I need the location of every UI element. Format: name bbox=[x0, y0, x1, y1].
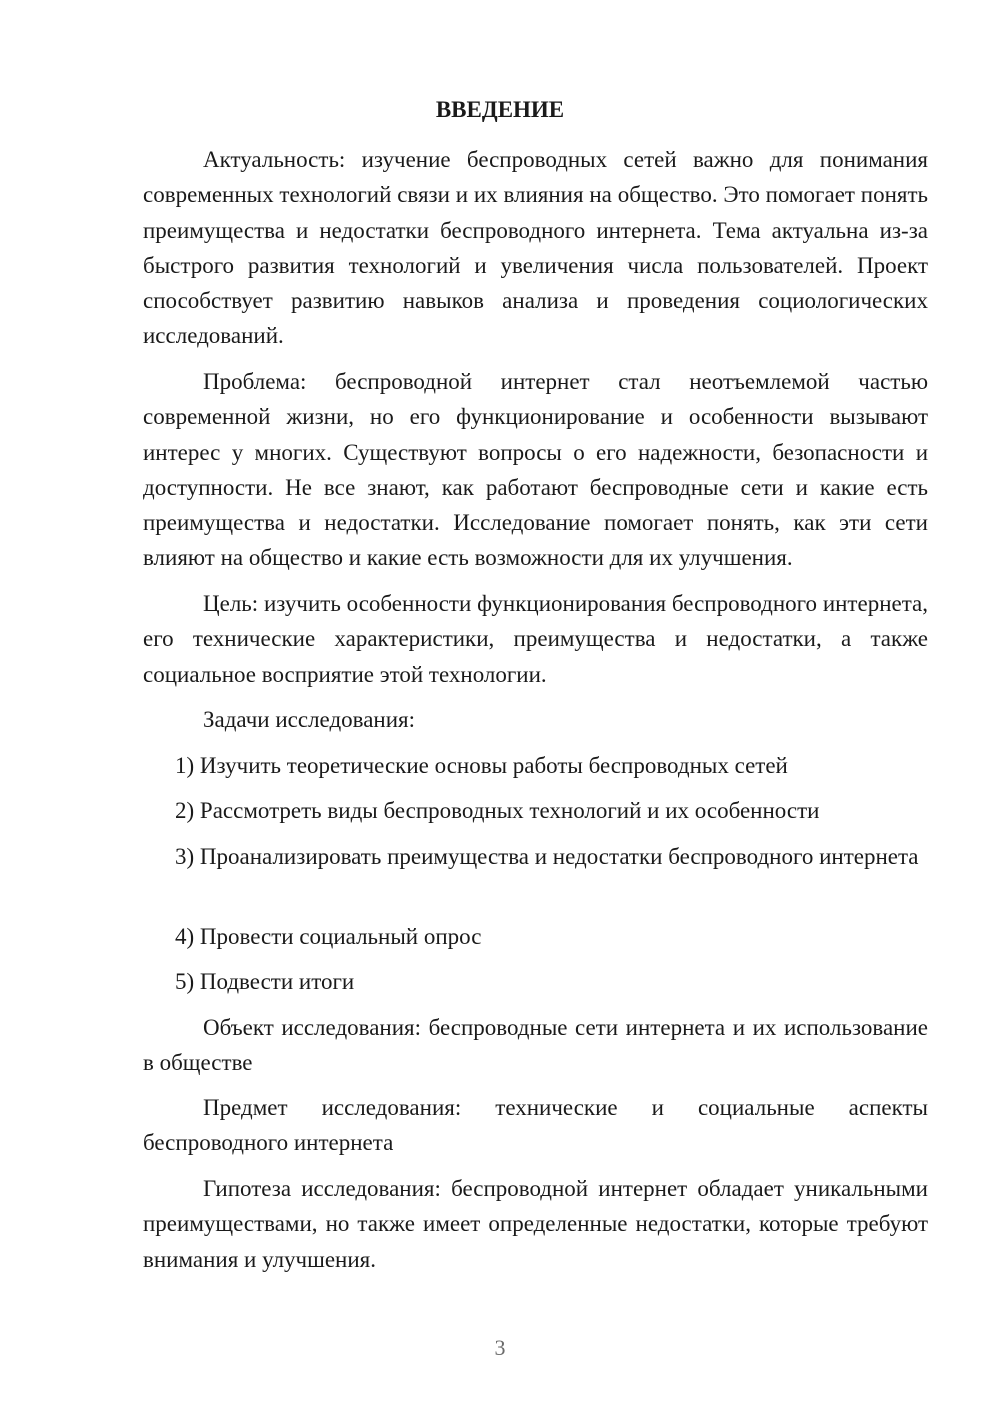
task-item-4: 4) Провести социальный опрос bbox=[175, 924, 482, 949]
paragraph-subject: Предмет исследования: технические и социальные аспекты беспроводного интернета bbox=[143, 1095, 928, 1156]
paragraph-object: Объект исследования: беспроводные сети интернета и их использование в обществе bbox=[143, 1015, 928, 1076]
paragraph-goal: Цель: изучить особенности функционирования беспроводного интернета, его технические характеристики, преимущества и недостатки, а также социальное восприятие этой технологии. bbox=[143, 591, 928, 687]
paragraph-relevance: Актуальность: изучение беспроводных сетей важно для понимания современных технологий связи и их влияния на общество. Это помогает понять преимущества и недостатки беспроводного интернета. Тема актуальна из-за быстрого развития технологий и увеличения числа пользователей. Проект способствует развитию навыков анализа и проведения социологических исследований. bbox=[143, 147, 928, 349]
task-item-3: 3) Проанализировать преимущества и недостатки беспроводного интернета bbox=[175, 844, 919, 869]
task-item-2: 2) Рассмотреть виды беспроводных технологий и их особенности bbox=[175, 798, 820, 823]
task-item-1: 1) Изучить теоретические основы работы беспроводных сетей bbox=[175, 753, 788, 778]
paragraph-problem: Проблема: беспроводной интернет стал неотъемлемой частью современной жизни, но его функционирование и особенности вызывают интерес у многих. Существуют вопросы о его надежности, безопасности и доступности. Не все знают, как работают беспроводные сети и какие есть преимущества и недостатки. Исследование помогает понять, как эти сети влияют на общество и какие есть возможности для их улучшения. bbox=[143, 369, 928, 571]
task-item-5: 5) Подвести итоги bbox=[175, 969, 355, 994]
page-number: 3 bbox=[494, 1335, 506, 1360]
paragraph-hypothesis: Гипотеза исследования: беспроводной интернет обладает уникальными преимуществами, но также имеет определенные недостатки, которые требуют внимания и улучшения. bbox=[143, 1176, 928, 1272]
page-title: ВВЕДЕНИЕ bbox=[435, 97, 565, 122]
tasks-heading: Задачи исследования: bbox=[203, 707, 416, 732]
